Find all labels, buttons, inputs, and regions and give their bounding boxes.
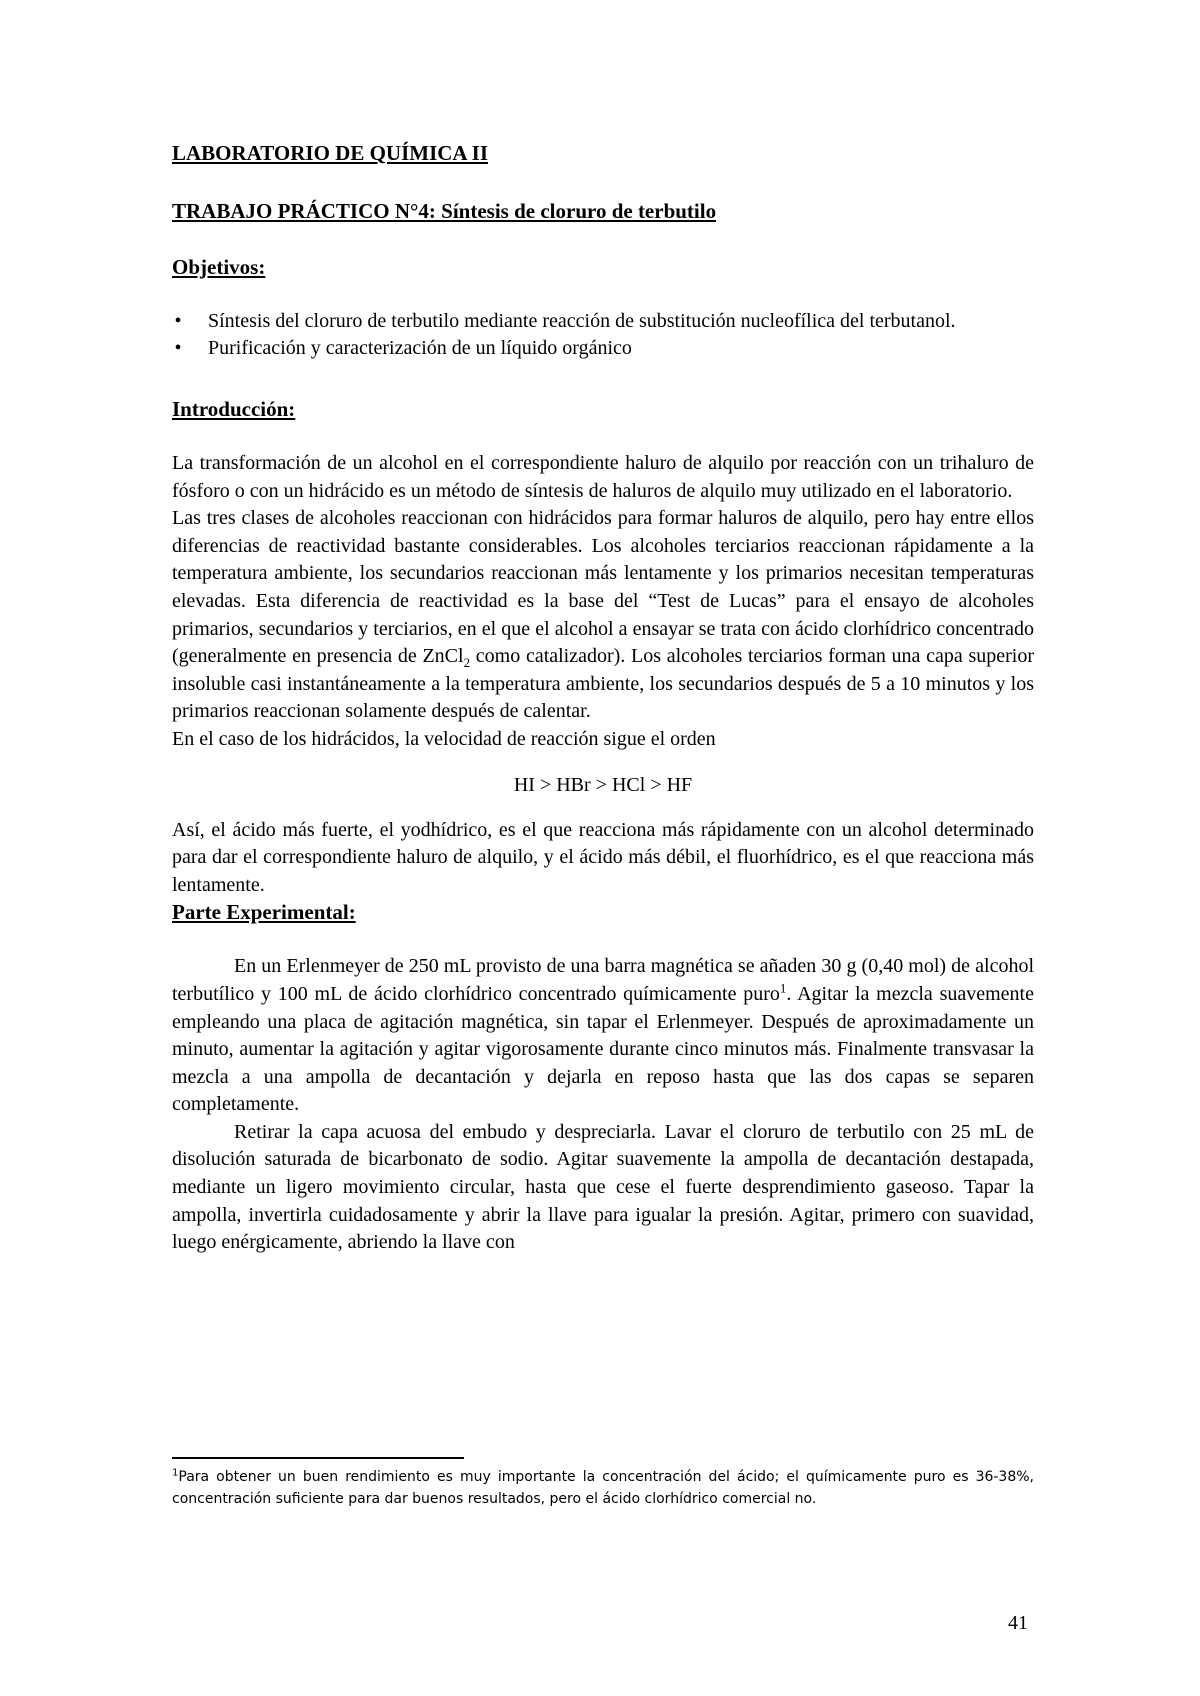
experimental-title: Parte Experimental: [172, 900, 356, 925]
introduction-title: Introducción: [172, 397, 296, 421]
zncl2-subscript: 2 [463, 655, 471, 671]
objective-item [172, 335, 1034, 362]
course-title: LABORATORIO DE QUÍMICA II [172, 141, 489, 165]
experimental-paragraph-1 [172, 953, 1034, 1119]
bullet-icon: • [174, 337, 182, 359]
intro-paragraph-2 [172, 505, 1034, 726]
exp-p1-text-b: . Agitar la mezcla suavemente empleando una placa de agitación magnética, sin tapar el Erlenmeyer. Después de aproximadamente un minuto, aumentar la agitación y agitar vigorosamente durante cinco minutos más. Finalmente transvasar la mezcla a una ampolla de decantación y dejarla en reposo hasta que las dos capas se separen completamente. [172, 982, 1034, 1116]
intro-paragraph-3: En el caso de los hidrácidos, la velocidad de reacción sigue el orden [172, 727, 716, 750]
page-content [172, 140, 1034, 1257]
bullet-icon: • [174, 310, 182, 332]
objective-item [172, 308, 1034, 335]
acid-order-formula: HI > HBr > HCl > HF [513, 773, 693, 796]
page-number: 41 [1008, 1612, 1028, 1634]
experimental-paragraph-2: Retirar la capa acuosa del embudo y despreciarla. Lavar el cloruro de terbutilo con 25 mL de disolución saturada de bicarbonato de sodio. Agitar suavemente la ampolla de decantación destapada, mediante un ligero movimiento circular, hasta que cese el fuerte desprendimiento gaseoso. Tapar la ampolla, invertirla cuidadosamente y abrir la llave para igualar la presión. Agitar, primero con suavidad, luego enérgicamente, abriendo la llave con [172, 1120, 1034, 1254]
intro-paragraph-1: La transformación de un alcohol en el correspondiente haluro de alquilo por reacción con un trihaluro de fósforo o con un hidrácido es un método de síntesis de haluros de alquilo muy utilizado en el laboratorio. [172, 452, 1034, 502]
intro-p2-text-b: como catalizador). Los alcoholes terciarios forman una capa superior insoluble casi instantáneamente a la temperatura ambiente, los secundarios después de 5 a 10 minutos y los primarios reaccionan solamente después de calentar. [172, 645, 1035, 723]
intro-p2-text-a: Las tres clases de alcoholes reaccionan con hidrácidos para formar haluros de alquilo, pero hay entre ellos diferencias de reactividad bastante considerables. Los alcoholes terciarios reaccionan rápidamente a la temperatura ambiente, los secundarios reaccionan más lentamente y los primarios necesitan temperaturas elevadas. Esta diferencia de reactividad es la base del “Test de Lucas” para el ensayo de alcoholes primarios, secundarios y terciarios, en el que el alcohol a ensayar se trata con ácido clorhídrico concentrado (generalmente en presencia de ZnCl [172, 507, 1034, 668]
intro-paragraph-4: Así, el ácido más fuerte, el yodhídrico, es el que reacciona más rápidamente con un alcohol determinado para dar el correspondiente haluro de alquilo, y el ácido más débil, el fluorhídrico, es el que reacciona más lentamente. [172, 818, 1034, 896]
footnote-reference[interactable]: 1 [779, 980, 787, 996]
footnote-separator [172, 1457, 464, 1459]
objective-text: Síntesis del cloruro de terbutilo mediante reacción de substitución nucleofílica del terbutanol. [208, 310, 956, 332]
practical-number: TRABAJO PRÁCTICO N°4: [172, 199, 436, 223]
objective-text: Purificación y caracterización de un líquido orgánico [208, 337, 632, 359]
objectives-list [172, 308, 1034, 362]
practical-subject: Síntesis de cloruro de terbutilo [435, 199, 717, 223]
footnote-marker: 1 [172, 1467, 179, 1479]
footnote [172, 1466, 1034, 1510]
practical-title [172, 198, 1034, 224]
objectives-title: Objetivos: [172, 255, 266, 279]
footnote-text: Para obtener un buen rendimiento es muy importante la concentración del ácido; el químicamente puro es 36-38%, concentración suficiente para dar buenos resultados, pero el ácido clorhídrico comercial no. [172, 1469, 1034, 1507]
exp-p1-text-a: En un Erlenmeyer de 250 mL provisto de una barra magnética se añaden 30 g (0,40 mol) de alcohol terbutílico y 100 mL de ácido clorhídrico concentrado químicamente puro [172, 955, 1034, 1005]
